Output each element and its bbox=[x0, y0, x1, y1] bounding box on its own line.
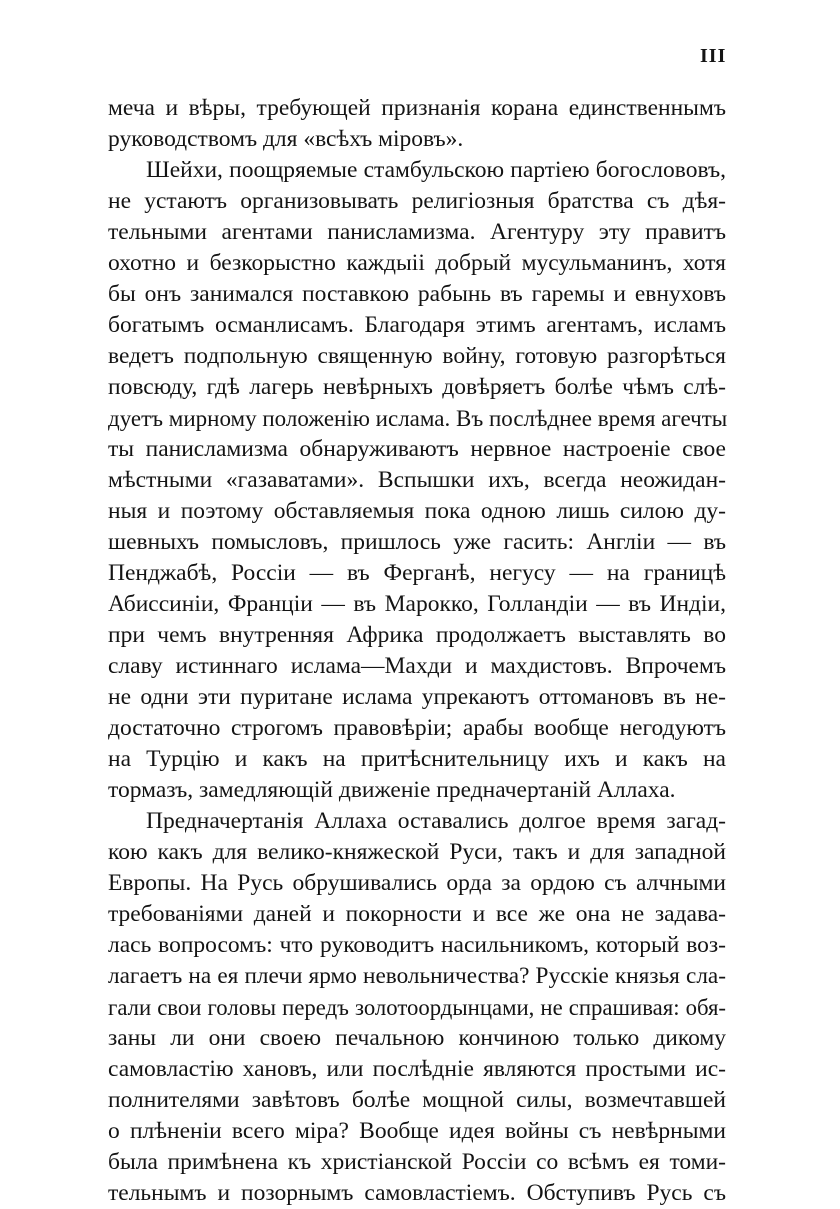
paragraph bbox=[108, 806, 726, 1209]
text-line: не одни эти пуритане ислама упрекаютъ оттомановъ въ не- bbox=[108, 684, 726, 710]
paragraph bbox=[108, 93, 726, 155]
text-line: славу истиннаго ислама—Махди и махдистовъ. Впрочемъ bbox=[108, 653, 726, 679]
text-line: самовластію хановъ, или послѣдніе являются простыми ис- bbox=[108, 1056, 726, 1082]
text-line: Пенджабѣ, Россіи — въ Ферганѣ, негусу — на границѣ bbox=[108, 560, 726, 586]
text-line: кою какъ для велико-княжеской Руси, такъ и для западной bbox=[108, 839, 726, 865]
text-line: лагаетъ на ея плечи ярмо невольничества? Русскіе князья сла- bbox=[108, 963, 726, 989]
text-line: достаточно строгомъ правовѣріи; арабы вообще негодуютъ bbox=[108, 715, 726, 741]
text-line: ведетъ подпольную священную войну, готовую разгорѣться bbox=[108, 343, 726, 369]
text-line: Предначертанія Аллаха оставались долгое время загад- bbox=[146, 808, 726, 834]
body-text bbox=[108, 93, 726, 1209]
text-line: Абиссиніи, Франціи — въ Марокко, Голландіи — въ Индіи, bbox=[108, 591, 726, 617]
text-line: требованіями даней и покорности и все же она не задава- bbox=[108, 901, 726, 927]
text-line: Европы. На Русь обрушивались орда за ордою съ алчными bbox=[108, 870, 726, 896]
text-line: повсюду, гдѣ лагерь невѣрныхъ довѣряетъ болѣе чѣмъ слѣ- bbox=[108, 374, 726, 400]
text-line: руководствомъ для «всѣхъ міровъ». bbox=[108, 126, 464, 152]
paragraph bbox=[108, 155, 726, 806]
text-line: лась вопросомъ: что руководитъ насильникомъ, который воз- bbox=[108, 932, 726, 958]
text-line: тормазъ, замедляющій движеніе предначертаній Аллаха. bbox=[108, 777, 676, 803]
text-line: ты панисламизма обнаруживаютъ нервное настроеніе свое bbox=[108, 436, 726, 462]
text-line: дуетъ мирному положенію ислама. Въ послѣднее время агечты bbox=[108, 406, 728, 431]
text-line: охотно и безкорыстно каждыіі добрый мусульманинъ, хотя bbox=[108, 250, 726, 276]
text-line: тельными агентами панисламизма. Агентуру эту правитъ bbox=[108, 219, 726, 245]
text-line: на Турцію и какъ на притѣснительницу ихъ и какъ на bbox=[108, 746, 726, 772]
text-line: гали свои головы передъ золотоордынцами, не спрашивая: обя- bbox=[108, 995, 726, 1020]
text-line: была примѣнена къ христіанской Россіи со всѣмъ ея томи- bbox=[108, 1149, 726, 1175]
page-number: III bbox=[700, 45, 727, 67]
text-line: не устаютъ организовывать религіозныя братства съ дѣя- bbox=[108, 188, 726, 214]
text-line: ныя и поэтому обставляемыя пока одною лишь силою ду- bbox=[108, 498, 726, 524]
text-line: Шейхи, поощряемые стамбульскою партіею богослововъ, bbox=[146, 157, 726, 183]
text-line: меча и вѣры, требующей признанія корана единственнымъ bbox=[108, 95, 726, 121]
text-line: шевныхъ помысловъ, пришлось уже гасить: Англіи — въ bbox=[108, 529, 726, 555]
text-line: заны ли они своею печальною кончиною только дикому bbox=[108, 1025, 726, 1051]
text-line: мѣстными «газаватами». Вспышки ихъ, всегда неожидан- bbox=[108, 467, 726, 493]
text-line: богатымъ османлисамъ. Благодаря этимъ агентамъ, исламъ bbox=[108, 312, 726, 338]
text-line: при чемъ внутренняя Африка продолжаетъ выставлять во bbox=[108, 622, 726, 648]
text-line: полнителями завѣтовъ болѣе мощной силы, возмечтавшей bbox=[108, 1087, 726, 1113]
text-line: тельнымъ и позорнымъ самовластіемъ. Обступивъ Русь съ bbox=[108, 1180, 726, 1206]
text-line: бы онъ занимался поставкою рабынь въ гаремы и евнуховъ bbox=[108, 281, 726, 307]
text-line: о плѣненіи всего міра? Вообще идея войны съ невѣрными bbox=[108, 1118, 726, 1144]
